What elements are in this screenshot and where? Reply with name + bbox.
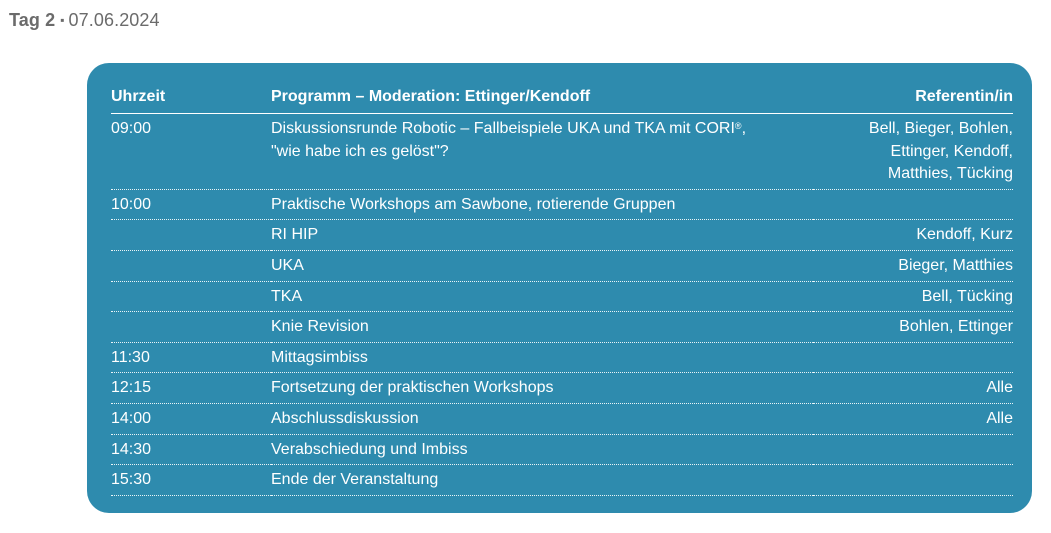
schedule-card bbox=[87, 63, 1032, 513]
table-row bbox=[111, 312, 1013, 343]
table-row bbox=[111, 465, 1013, 496]
row-speaker: Bieger, Matthies bbox=[813, 250, 1013, 281]
day-label: Tag 2 bbox=[9, 10, 56, 30]
schedule-table bbox=[111, 85, 1013, 496]
row-speaker bbox=[813, 114, 1013, 190]
row-speaker bbox=[813, 434, 1013, 465]
row-time: 15:30 bbox=[111, 465, 271, 496]
table-row bbox=[111, 342, 1013, 373]
table-row bbox=[111, 403, 1013, 434]
day-date: 07.06.2024 bbox=[68, 10, 160, 30]
table-row bbox=[111, 373, 1013, 404]
row-program: TKA bbox=[271, 281, 813, 312]
row-speaker bbox=[813, 189, 1013, 220]
column-header-speaker: Referentin/in bbox=[813, 85, 1013, 114]
row-program: Praktische Workshops am Sawbone, rotierende Gruppen bbox=[271, 189, 813, 220]
row-speaker: Alle bbox=[813, 373, 1013, 404]
row-speaker: Bohlen, Ettinger bbox=[813, 312, 1013, 343]
row-program: Knie Revision bbox=[271, 312, 813, 343]
column-header-program: Programm – Moderation: Ettinger/Kendoff bbox=[271, 85, 813, 114]
row-program: Fortsetzung der praktischen Workshops bbox=[271, 373, 813, 404]
table-row bbox=[111, 189, 1013, 220]
row-speaker: Alle bbox=[813, 403, 1013, 434]
row-program: Verabschiedung und Imbiss bbox=[271, 434, 813, 465]
row-time: 10:00 bbox=[111, 189, 271, 220]
speaker-line3: Matthies, Tücking bbox=[887, 165, 1013, 183]
table-row bbox=[111, 220, 1013, 251]
program-line2: "wie habe ich es gelöst"? bbox=[271, 142, 449, 160]
row-time: 14:00 bbox=[111, 403, 271, 434]
day-header bbox=[9, 10, 160, 31]
row-time bbox=[111, 281, 271, 312]
separator: ▪ bbox=[60, 13, 65, 27]
row-speaker bbox=[813, 342, 1013, 373]
row-speaker: Kendoff, Kurz bbox=[813, 220, 1013, 251]
row-program: RI HIP bbox=[271, 220, 813, 251]
column-header-time: Uhrzeit bbox=[111, 85, 271, 114]
table-row bbox=[111, 281, 1013, 312]
row-time bbox=[111, 220, 271, 251]
registered-mark: ® bbox=[734, 121, 742, 131]
row-time bbox=[111, 250, 271, 281]
row-time: 09:00 bbox=[111, 114, 271, 190]
row-program: Mittagsimbiss bbox=[271, 342, 813, 373]
row-time: 14:30 bbox=[111, 434, 271, 465]
row-program: UKA bbox=[271, 250, 813, 281]
row-program bbox=[271, 114, 813, 190]
row-program: Ende der Veranstaltung bbox=[271, 465, 813, 496]
row-time: 11:30 bbox=[111, 342, 271, 373]
table-row bbox=[111, 250, 1013, 281]
table-header-row bbox=[111, 85, 1013, 114]
program-line1: Diskussionsrunde Robotic – Fallbeispiele UKA und TKA mit CORI bbox=[271, 120, 735, 137]
row-program: Abschlussdiskussion bbox=[271, 403, 813, 434]
row-time bbox=[111, 312, 271, 343]
row-speaker: Bell, Tücking bbox=[813, 281, 1013, 312]
row-time: 12:15 bbox=[111, 373, 271, 404]
speaker-line1: Bell, Bieger, Bohlen, bbox=[868, 120, 1013, 137]
speaker-line2: Ettinger, Kendoff, bbox=[890, 142, 1013, 160]
row-speaker bbox=[813, 465, 1013, 496]
table-row bbox=[111, 434, 1013, 465]
program-line1-end: , bbox=[741, 120, 747, 137]
table-row bbox=[111, 114, 1013, 190]
